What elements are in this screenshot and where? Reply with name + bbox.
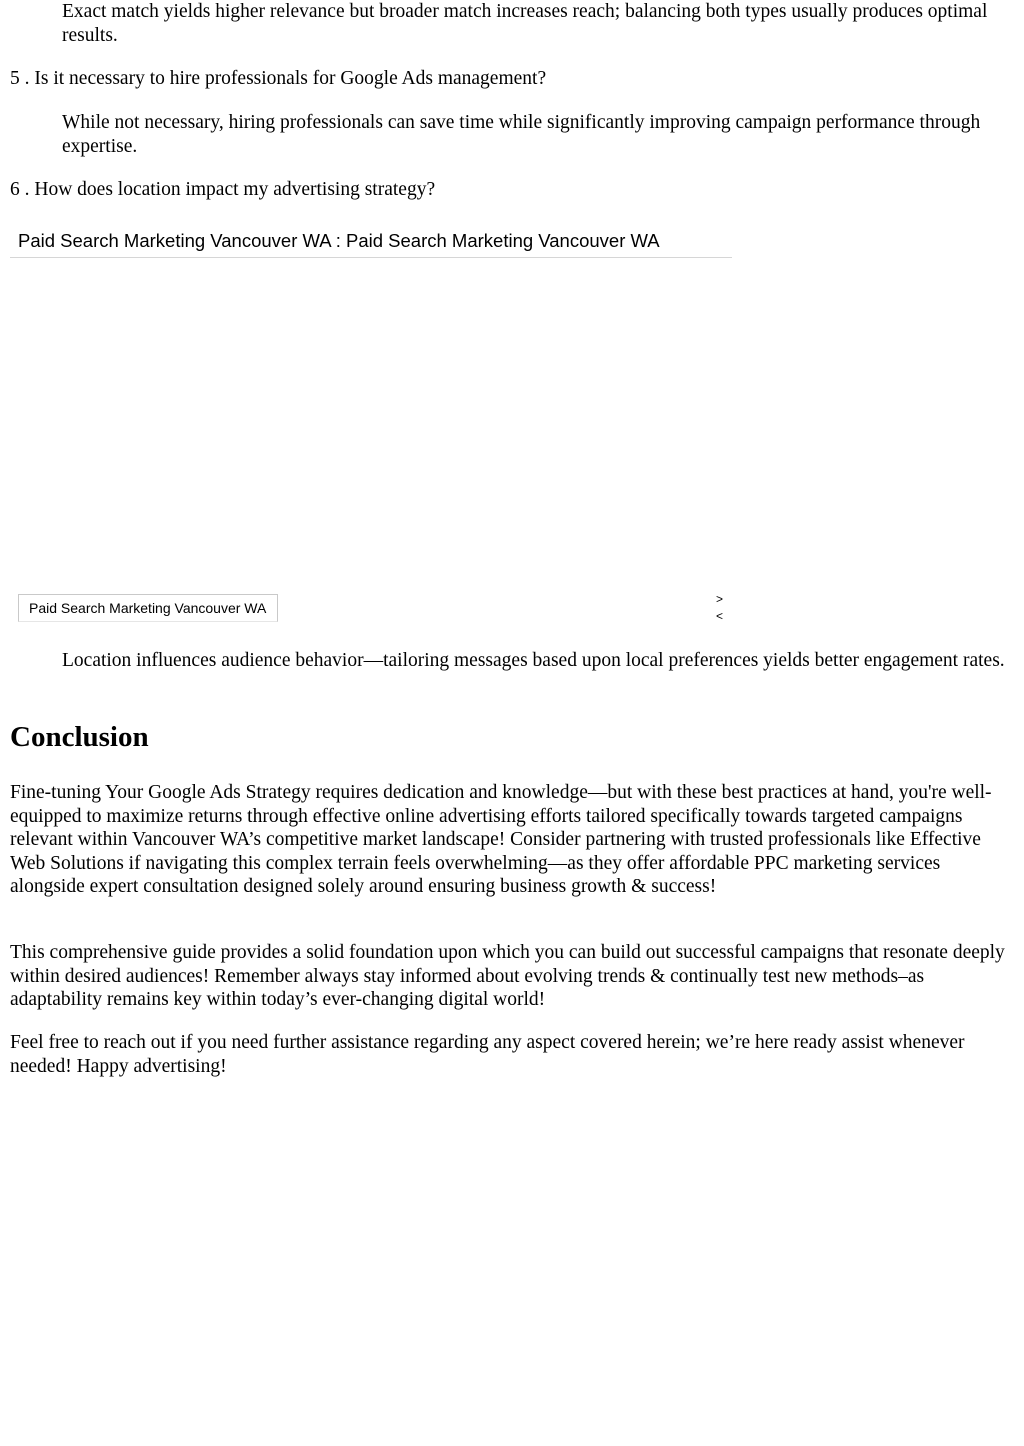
faq-answer-6: Location influences audience behavior—tailoring messages based upon local preferences yields better engagement rates.: [62, 650, 1005, 671]
map-widget-title: Paid Search Marketing Vancouver WA : Paid Search Marketing Vancouver WA: [10, 228, 732, 258]
faq-answer-4: Exact match yields higher relevance but broader match increases reach; balancing both types usually produces optimal results.: [62, 1, 988, 46]
map-prev-arrow-icon[interactable]: <: [716, 609, 724, 623]
conclusion-paragraph-1: Fine-tuning Your Google Ads Strategy requires dedication and knowledge—but with these best practices at hand, you're well-equipped to maximize returns through effective online advertising efforts tailored specifically towards targeted campaigns relevant within Vancouver WA’s competitive market landscape! Consider partnering with trusted professionals like Effective Web Solutions if navigating this complex terrain feels overwhelming—as they offer affordable PPC marketing services alongside expert consultation designed solely around ensuring business growth & success!: [10, 782, 992, 897]
conclusion-paragraph-2: This comprehensive guide provides a solid foundation upon which you can build out successful campaigns that resonate deeply within desired audiences! Remember always stay informed about evolving trends & continually test new methods–as adaptability remains key within today’s ever-changing digital world!: [10, 942, 1005, 1010]
conclusion-paragraph-3: Feel free to reach out if you need further assistance regarding any aspect covered herein; we’re here ready assist whenever needed! Happy advertising!: [10, 1032, 965, 1077]
faq-answer-5: While not necessary, hiring professionals can save time while significantly improving campaign performance through expertise.: [62, 112, 981, 157]
conclusion-heading: Conclusion: [10, 721, 149, 753]
map-embed-area[interactable]: [10, 259, 732, 631]
faq-question-6: 6 . How does location impact my advertising strategy?: [10, 179, 436, 200]
map-location-tab[interactable]: Paid Search Marketing Vancouver WA: [18, 594, 278, 622]
faq-question-5: 5 . Is it necessary to hire professionals for Google Ads management?: [10, 68, 547, 89]
map-next-arrow-icon[interactable]: >: [716, 592, 724, 606]
